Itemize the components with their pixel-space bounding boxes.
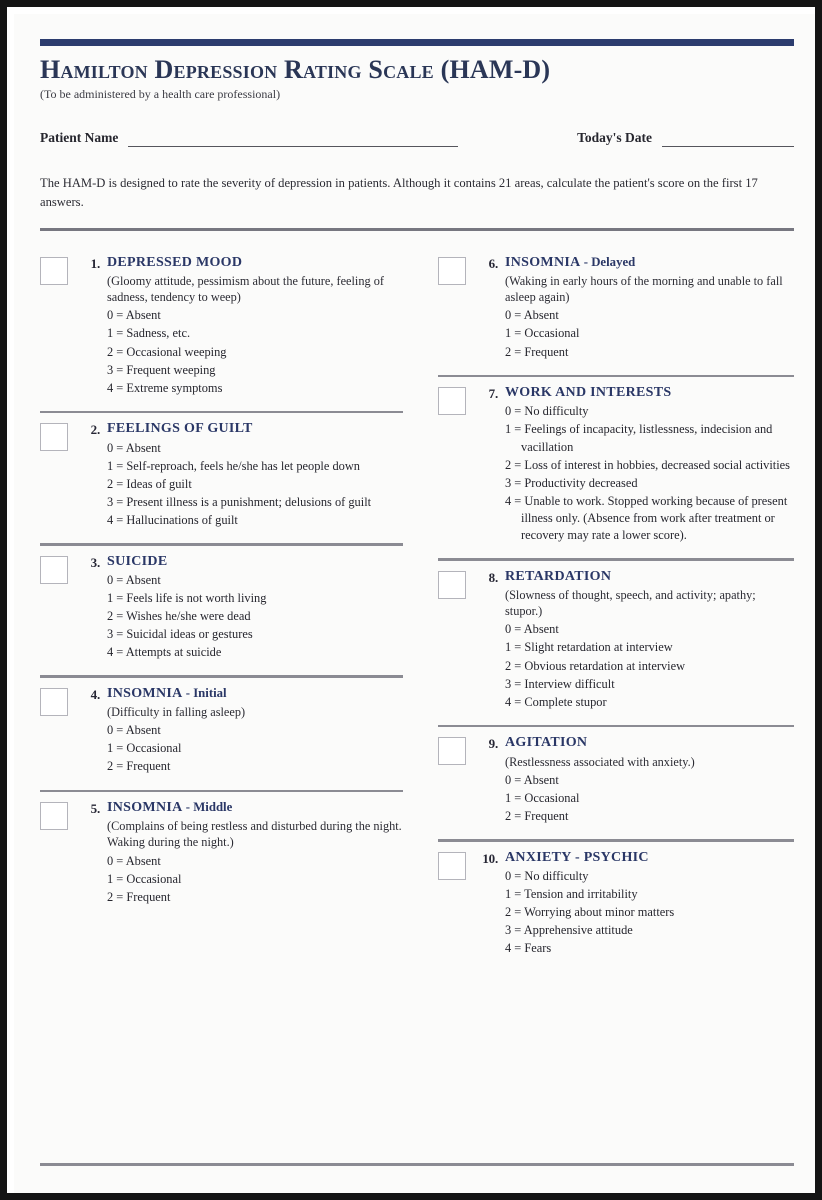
item-checkbox[interactable] bbox=[40, 423, 68, 451]
item-content bbox=[505, 850, 794, 958]
item-description: (Restlessness associated with anxiety.) bbox=[505, 754, 695, 769]
item-divider bbox=[40, 790, 403, 793]
item-title: SUICIDE bbox=[107, 553, 168, 569]
item-content bbox=[505, 255, 794, 361]
item-option[interactable]: 1 = Feels life is not worth living bbox=[107, 590, 267, 605]
todays-date-label: Today's Date bbox=[577, 130, 652, 146]
item-divider bbox=[40, 411, 403, 414]
item-option[interactable]: 1 = Self-reproach, feels he/she has let people down bbox=[107, 458, 360, 473]
item-option[interactable]: 1 = Feelings of incapacity, listlessness, indecision and vacillation bbox=[505, 422, 773, 454]
item-number: 9. bbox=[488, 736, 498, 752]
scale-item bbox=[40, 548, 403, 662]
left-column bbox=[40, 249, 417, 958]
item-option[interactable]: 1 = Slight retardation at interview bbox=[505, 640, 673, 655]
item-option[interactable]: 0 = Absent bbox=[107, 440, 161, 455]
item-number: 4. bbox=[90, 686, 100, 702]
item-checkbox[interactable] bbox=[438, 737, 466, 765]
item-option[interactable]: 1 = Occasional bbox=[107, 741, 182, 756]
item-checkbox[interactable] bbox=[438, 387, 466, 415]
patient-name-label: Patient Name bbox=[40, 130, 119, 146]
item-option[interactable]: 4 = Fears bbox=[505, 941, 552, 956]
item-option[interactable]: 2 = Ideas of guilt bbox=[107, 476, 192, 491]
item-body bbox=[480, 255, 794, 361]
item-option[interactable]: 2 = Frequent bbox=[107, 759, 171, 774]
item-body bbox=[82, 686, 403, 776]
item-body bbox=[82, 255, 403, 397]
item-option[interactable]: 2 = Obvious retardation at interview bbox=[505, 658, 686, 673]
scale-item bbox=[438, 249, 794, 361]
item-option[interactable]: 0 = Absent bbox=[107, 853, 161, 868]
item-body bbox=[82, 554, 403, 662]
item-content bbox=[107, 686, 403, 776]
item-title: ANXIETY - PSYCHIC bbox=[505, 849, 649, 865]
patient-info-row bbox=[40, 130, 794, 147]
page-title: Hamilton Depression Rating Scale (HAM-D) bbox=[40, 55, 551, 84]
item-subtitle: - Initial bbox=[182, 685, 227, 700]
item-description: (Difficulty in falling asleep) bbox=[107, 705, 246, 720]
scale-item bbox=[40, 680, 403, 776]
todays-date-input[interactable] bbox=[662, 134, 794, 147]
item-option[interactable]: 4 = Unable to work. Stopped working because of present illness only. (Absence from work after treatment or recovery may rate a lower score). bbox=[505, 493, 788, 543]
item-divider bbox=[438, 558, 794, 561]
item-option[interactable]: 4 = Complete stupor bbox=[505, 694, 607, 709]
scale-item bbox=[438, 729, 794, 825]
item-number: 7. bbox=[488, 386, 498, 402]
item-content bbox=[505, 385, 794, 544]
item-checkbox[interactable] bbox=[40, 257, 68, 285]
item-body bbox=[480, 850, 794, 958]
item-number: 6. bbox=[488, 255, 498, 271]
item-checkbox[interactable] bbox=[438, 852, 466, 880]
item-options bbox=[107, 853, 403, 906]
item-divider bbox=[40, 675, 403, 678]
item-title: WORK AND INTERESTS bbox=[505, 385, 672, 401]
items-columns bbox=[40, 249, 794, 958]
section-divider-bottom bbox=[40, 1163, 794, 1166]
item-option[interactable]: 2 = Frequent bbox=[505, 344, 569, 359]
item-options bbox=[505, 772, 794, 825]
item-subtitle: - Middle bbox=[182, 800, 233, 815]
item-title: FEELINGS OF GUILT bbox=[107, 421, 253, 437]
item-option[interactable]: 2 = Frequent bbox=[505, 809, 569, 824]
item-checkbox[interactable] bbox=[40, 802, 68, 830]
item-title: RETARDATION bbox=[505, 568, 612, 584]
item-number: 2. bbox=[90, 422, 100, 438]
item-option[interactable]: 0 = Absent bbox=[107, 308, 161, 323]
item-options bbox=[107, 440, 403, 530]
scale-item bbox=[438, 563, 794, 711]
item-option[interactable]: 4 = Attempts at suicide bbox=[107, 645, 222, 660]
page-subtitle: (To be administered by a health care professional) bbox=[40, 87, 281, 102]
item-number: 1. bbox=[90, 255, 100, 271]
item-option[interactable]: 0 = Absent bbox=[505, 622, 559, 637]
item-option[interactable]: 1 = Sadness, etc. bbox=[107, 326, 191, 341]
item-option[interactable]: 2 = Frequent bbox=[107, 889, 171, 904]
item-description: (Slowness of thought, speech, and activity; apathy; stupor.) bbox=[505, 587, 756, 619]
item-option[interactable]: 0 = Absent bbox=[107, 572, 161, 587]
scale-item bbox=[40, 415, 403, 529]
item-option[interactable]: 1 = Occasional bbox=[505, 790, 580, 805]
item-option[interactable]: 2 = Loss of interest in hobbies, decreased social activities bbox=[505, 457, 791, 472]
item-checkbox[interactable] bbox=[438, 571, 466, 599]
item-option[interactable]: 0 = Absent bbox=[505, 772, 559, 787]
scale-item bbox=[438, 379, 794, 544]
scale-item bbox=[40, 794, 403, 906]
item-divider bbox=[438, 725, 794, 728]
item-content bbox=[107, 255, 403, 397]
section-divider-top bbox=[40, 228, 794, 231]
item-number: 8. bbox=[488, 569, 498, 585]
item-option[interactable]: 1 = Occasional bbox=[505, 326, 580, 341]
item-title: AGITATION bbox=[505, 735, 588, 751]
item-content bbox=[107, 554, 403, 662]
item-content bbox=[107, 800, 403, 906]
item-content bbox=[505, 735, 794, 825]
item-number: 3. bbox=[90, 554, 100, 570]
item-option[interactable]: 4 = Hallucinations of guilt bbox=[107, 513, 238, 527]
item-options bbox=[505, 307, 794, 360]
item-options bbox=[505, 621, 794, 711]
item-option[interactable]: 0 = No difficulty bbox=[505, 868, 589, 883]
item-content bbox=[107, 421, 403, 529]
item-number: 5. bbox=[90, 801, 100, 817]
item-divider bbox=[438, 839, 794, 842]
patient-name-input[interactable] bbox=[128, 134, 458, 147]
item-description: (Gloomy attitude, pessimism about the future, feeling of sadness, tendency to weep) bbox=[107, 273, 384, 305]
item-option[interactable]: 3 = Suicidal ideas or gestures bbox=[107, 627, 253, 642]
item-option[interactable]: 2 = Occasional weeping bbox=[107, 344, 227, 359]
form-sheet bbox=[14, 14, 822, 1200]
right-column bbox=[417, 249, 794, 958]
item-body bbox=[82, 421, 403, 529]
scale-item bbox=[438, 844, 794, 958]
item-options bbox=[107, 572, 403, 662]
item-option[interactable]: 2 = Worrying about minor matters bbox=[505, 905, 675, 920]
item-checkbox[interactable] bbox=[40, 556, 68, 584]
item-option[interactable]: 0 = No difficulty bbox=[505, 404, 589, 419]
item-option[interactable]: 3 = Present illness is a punishment; delusions of guilt bbox=[107, 494, 372, 509]
item-subtitle: - Delayed bbox=[580, 254, 636, 269]
item-option[interactable]: 3 = Apprehensive attitude bbox=[505, 923, 633, 938]
item-option[interactable]: 3 = Frequent weeping bbox=[107, 362, 216, 377]
item-number: 10. bbox=[482, 850, 498, 866]
item-options bbox=[107, 307, 403, 397]
item-options bbox=[505, 403, 794, 544]
item-divider bbox=[438, 375, 794, 378]
item-checkbox[interactable] bbox=[40, 688, 68, 716]
item-title: INSOMNIA - Initial bbox=[107, 685, 227, 701]
item-content bbox=[505, 569, 794, 711]
item-option[interactable]: 2 = Wishes he/she were dead bbox=[107, 609, 251, 624]
scale-item bbox=[40, 249, 403, 397]
item-title: DEPRESSED MOOD bbox=[107, 254, 243, 270]
item-description: (Waking in early hours of the morning and unable to fall asleep again) bbox=[505, 273, 783, 305]
item-option[interactable]: 4 = Extreme symptoms bbox=[107, 380, 223, 395]
item-option[interactable]: 3 = Productivity decreased bbox=[505, 475, 638, 490]
item-body bbox=[480, 569, 794, 711]
item-title: INSOMNIA - Middle bbox=[107, 800, 233, 816]
header-accent-rule bbox=[40, 39, 794, 46]
item-body bbox=[480, 735, 794, 825]
item-option[interactable]: 0 = Absent bbox=[505, 308, 559, 323]
item-title: INSOMNIA - Delayed bbox=[505, 254, 636, 270]
item-options bbox=[107, 722, 403, 775]
item-checkbox[interactable] bbox=[438, 257, 466, 285]
item-body bbox=[480, 385, 794, 544]
item-description: (Complains of being restless and disturbed during the night. Waking during the night.) bbox=[107, 819, 402, 850]
item-option[interactable]: 1 = Occasional bbox=[107, 871, 182, 886]
instructions-paragraph: The HAM-D is designed to rate the severity of depression in patients. Although it contains 21 areas, calculate the patient's score on the first 17 answers. bbox=[40, 176, 758, 209]
item-divider bbox=[40, 543, 403, 546]
item-option[interactable]: 1 = Tension and irritability bbox=[505, 886, 638, 901]
item-option[interactable]: 0 = Absent bbox=[107, 723, 161, 738]
item-body bbox=[82, 800, 403, 906]
item-options bbox=[505, 868, 794, 958]
item-option[interactable]: 3 = Interview difficult bbox=[505, 676, 615, 691]
